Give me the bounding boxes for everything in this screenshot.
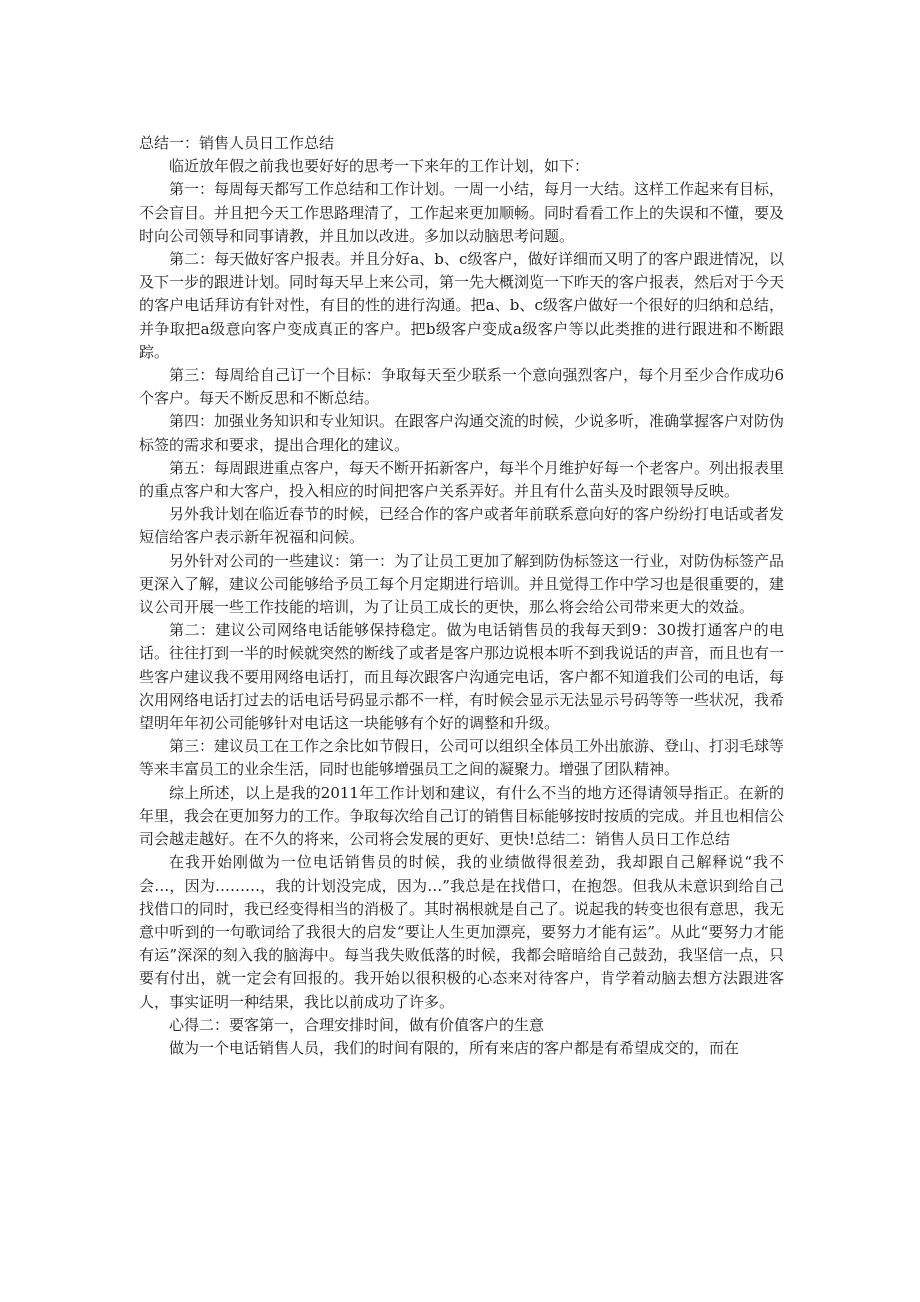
experience-paragraph: 在我开始刚做为一位电话销售员的时候，我的业绩做得很差劲，我却跟自己解释说“我不会…，因为………，我的计划没完成，因为…”我总是在找借口，在抱怨。但我从未意识到给自己找借口的同时，我已经变得相当的消极了。其时祸根就是自己了。说起我的转变也很有意思，我无意中听到的一句歌词给了我很大的启发“要让人生更加漂亮，要努力才能有运”。从此“要努力才能有运”深深的刻入我的脑海中。每当我失败低落的时候，我都会暗暗给自己鼓劲，我坚信一点，只要有付出，就一定会有回报的。我开始以很积极的心态来对待客户，肯学着动脑去想方法跟进客人，事实证明一种结果，我比以前成功了许多。 xyxy=(139,853,785,1011)
conclusion-paragraph: 综上所述，以上是我的2011年工作计划和建议，有什么不当的地方还得请领导指正。在新的年里，我会在更加努力的工作。争取每次给自己订的销售目标能够按时按质的完成。并且也相信公司会越走越好。在不久的将来，公司将会发展的更好、更快!总结二：销售人员日工作总结 xyxy=(139,783,785,849)
insight-heading-paragraph: 心得二：要客第一，合理安排时间，做有价值客户的生意 xyxy=(169,1015,545,1034)
suggestion-1-paragraph: 另外针对公司的一些建议：第一：为了让员工更加了解到防伪标签这一行业，对防伪标签产品更深入了解，建议公司能够给予员工每个月定期进行培训。并且觉得工作中学习也是很重要的，建议公司开展一些工作技能的培训，为了让员工成长的更快，那么将会给公司带来更大的效益。 xyxy=(139,551,785,617)
suggestion-2-paragraph: 第二：建议公司网络电话能够保持稳定。做为电话销售员的我每天到9：30拨打通客户的电话。往往打到一半的时候就突然的断线了或者是客户那边说根本听不到我说话的声音，而且也有一些客户建议我不要用网络电话打，而且每次跟客户沟通完电话，客户都不知道我们公司的电话，每次用网络电话打过去的话电话号码显示都不一样，有时候会显示无法显示号码等等一些状况，我希望明年年初公司能够针对电话这一块能够有个好的调整和升级。 xyxy=(139,621,785,733)
plan-item-1-paragraph: 第一：每周每天都写工作总结和工作计划。一周一小结，每月一大结。这样工作起来有目标，不会盲目。并且把今天工作思路理清了，工作起来更加顺畅。同时看看工作上的失误和不懂，要及时向公司领导和同事请教，并且加以改进。多加以动脑思考问题。 xyxy=(139,180,785,245)
plan-item-4-paragraph: 第四：加强业务知识和专业知识。在跟客户沟通交流的时候，少说多听，准确掌握客户对防伪标签的需求和要求，提出合理化的建议。 xyxy=(139,412,785,454)
plan-item-5-paragraph: 第五：每周跟进重点客户，每天不断开拓新客户，每半个月维护好每一个老客户。列出报表里的重点客户和大客户，投入相应的时间把客户关系弄好。并且有什么苗头及时跟领导反映。 xyxy=(139,458,785,501)
plan-item-3-paragraph: 第三：每周给自己订一个目标：争取每天至少联系一个意向强烈客户，每个月至少合作成功6个客户。每天不断反思和不断总结。 xyxy=(139,366,784,408)
spring-festival-paragraph: 另外我计划在临近春节的时候，已经合作的客户或者年前联系意向好的客户纷纷打电话或者发短信给客户表示新年祝福和问候。 xyxy=(139,505,785,547)
intro-paragraph: 临近放年假之前我也要好好的思考一下来年的工作计划，如下： xyxy=(169,157,590,176)
suggestion-3-paragraph: 第三：建议员工在工作之余比如节假日，公司可以组织全体员工外出旅游、登山、打羽毛球等等来丰富员工的业余生活，同时也能够增强员工之间的凝聚力。增强了团队精神。 xyxy=(139,737,785,779)
document-title: 总结一：销售人员日工作总结 xyxy=(139,134,335,152)
plan-item-2-paragraph: 第二：每天做好客户报表。并且分好a、b、c级客户，做好详细而又明了的客户跟进情况，以及下一步的跟进计划。同时每天早上来公司，第一先大概浏览一下昨天的客户报表，然后对于今天的客户电话拜访有针对性，有目的性的进行沟通。把a、b、c级客户做好一个很好的归纳和总结，并争取把a级意向客户变成真正的客户。把b级客户变成a级客户等以此类推的进行跟进和不断跟踪。 xyxy=(139,250,785,361)
document-page xyxy=(139,132,784,1060)
closing-paragraph: 做为一个电话销售人员，我们的时间有限的，所有来店的客户都是有希望成交的，而在 xyxy=(169,1038,740,1057)
